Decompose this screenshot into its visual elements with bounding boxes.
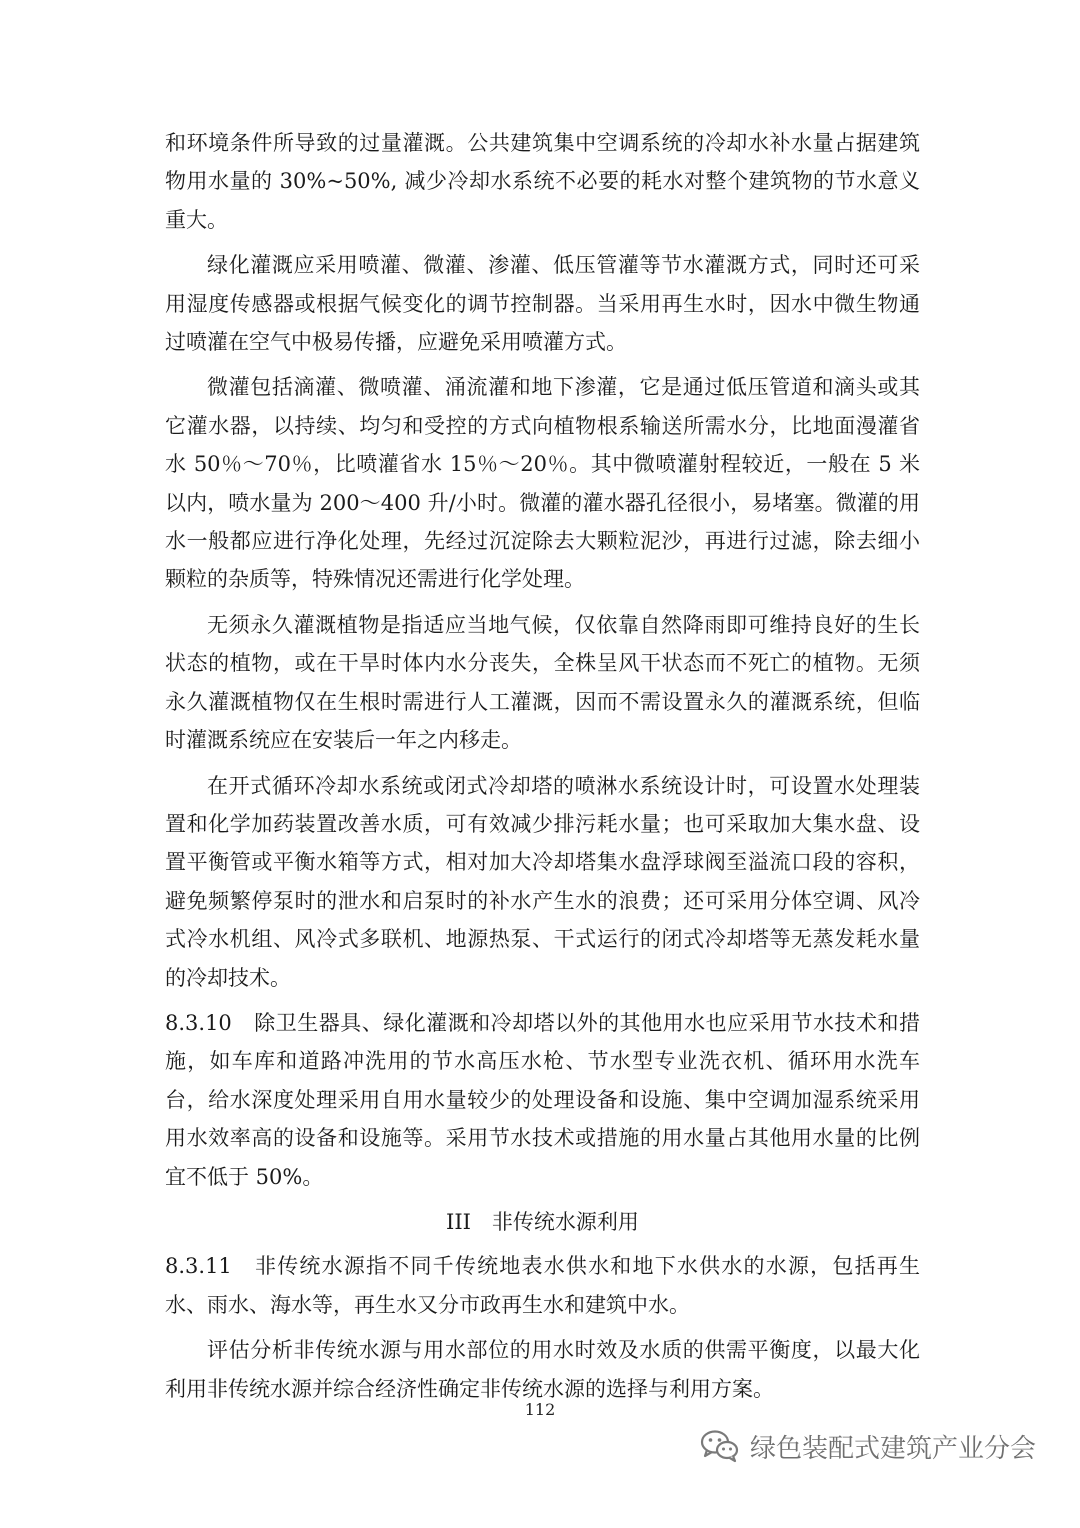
paragraph-cooling-tower: 在开式循环冷却水系统或闭式冷却塔的喷淋水系统设计时，可设置水处理装置和化学加药装置改善水质，可有效减少排污耗水量；也可采取加大集水盘、设置平衡管或平衡水箱等方式，相对加大冷却塔集水盘浮球阀至溢流口段的容积，避免频繁停泵时的泄水和启泵时的补水产生水的浪费；还可采用分体空调、风冷式冷水机组、风冷式多联机、地源热泵、干式运行的闭式冷却塔等无蒸发耗水量的冷却技术。 <box>165 773 920 990</box>
document-body <box>165 124 920 1415</box>
clause-number: 8.3.11 <box>165 1254 232 1279</box>
clause-number: 8.3.10 <box>165 1010 232 1035</box>
wechat-icon <box>700 1429 740 1463</box>
watermark-text: 绿色装配式建筑产业分会 <box>750 1433 1037 1464</box>
paragraph-no-permanent-irrigation: 无须永久灌溉植物是指适应当地气候，仅依靠自然降雨即可维持良好的生长状态的植物，或在干旱时体内水分丧失，全株呈风干状态而不死亡的植物。无须永久灌溉植物仅在生根时需进行人工灌溉，因而不需设置永久的灌溉系统，但临时灌溉系统应在安装后一年之内移走。 <box>165 612 920 753</box>
clause-8-3-10 <box>165 1004 920 1196</box>
section-heading: III 非传统水源利用 <box>446 1209 639 1234</box>
clause-text: 除卫生器具、绿化灌溉和冷却塔以外的其他用水也应采用节水技术和措施，如车库和道路冲洗用的节水高压水枪、节水型专业洗衣机、循环用水洗车台，给水深度处理采用自用水量较少的处理设备和设施、集中空调加湿系统采用用水效率高的设备和设施等。采用节水技术或措施的用水量占其他用水量的比例宜不低于 50%。 <box>165 1010 920 1189</box>
paragraph-cooling-water: 和环境条件所导致的过量灌溉。公共建筑集中空调系统的冷却水补水量占据建筑物用水量的 30%~50%, 减少冷却水系统不必要的耗水对整个建筑物的节水意义重大。 <box>165 131 920 232</box>
clause-text: 非传统水源指不同千传统地表水供水和地下水供水的水源，包括再生水、雨水、海水等，再生水又分市政再生水和建筑中水。 <box>165 1254 920 1317</box>
paragraph-micro-irrigation: 微灌包括滴灌、微喷灌、涌流灌和地下渗灌，它是通过低压管道和滴头或其它灌水器，以持续、均匀和受控的方式向植物根系输送所需水分，比地面漫灌省水 50％～70％，比喷灌省水 15％～20％。其中微喷灌射程较近，一般在 5 米以内，喷水量为 200～400 升/小时。微灌的灌水器孔径很小，易堵塞。微灌的用水一般都应进行净化处理，先经过沉淀除去大颗粒泥沙，再进行过滤，除去细小颗粒的杂质等，特殊情况还需进行化学处理。 <box>165 375 920 592</box>
watermark <box>700 1426 1036 1466</box>
page-number: 112 <box>524 1400 556 1419</box>
clause-8-3-11 <box>165 1247 920 1324</box>
paragraph-green-irrigation: 绿化灌溉应采用喷灌、微灌、渗灌、低压管灌等节水灌溉方式，同时还可采用湿度传感器或根据气候变化的调节控制器。当采用再生水时，因水中微生物通过喷灌在空气中极易传播，应避免采用喷灌方式。 <box>165 253 920 355</box>
paragraph-nontraditional-evaluation: 评估分析非传统水源与用水部位的用水时效及水质的供需平衡度，以最大化利用非传统水源并综合经济性确定非传统水源的选择与利用方案。 <box>165 1338 920 1401</box>
